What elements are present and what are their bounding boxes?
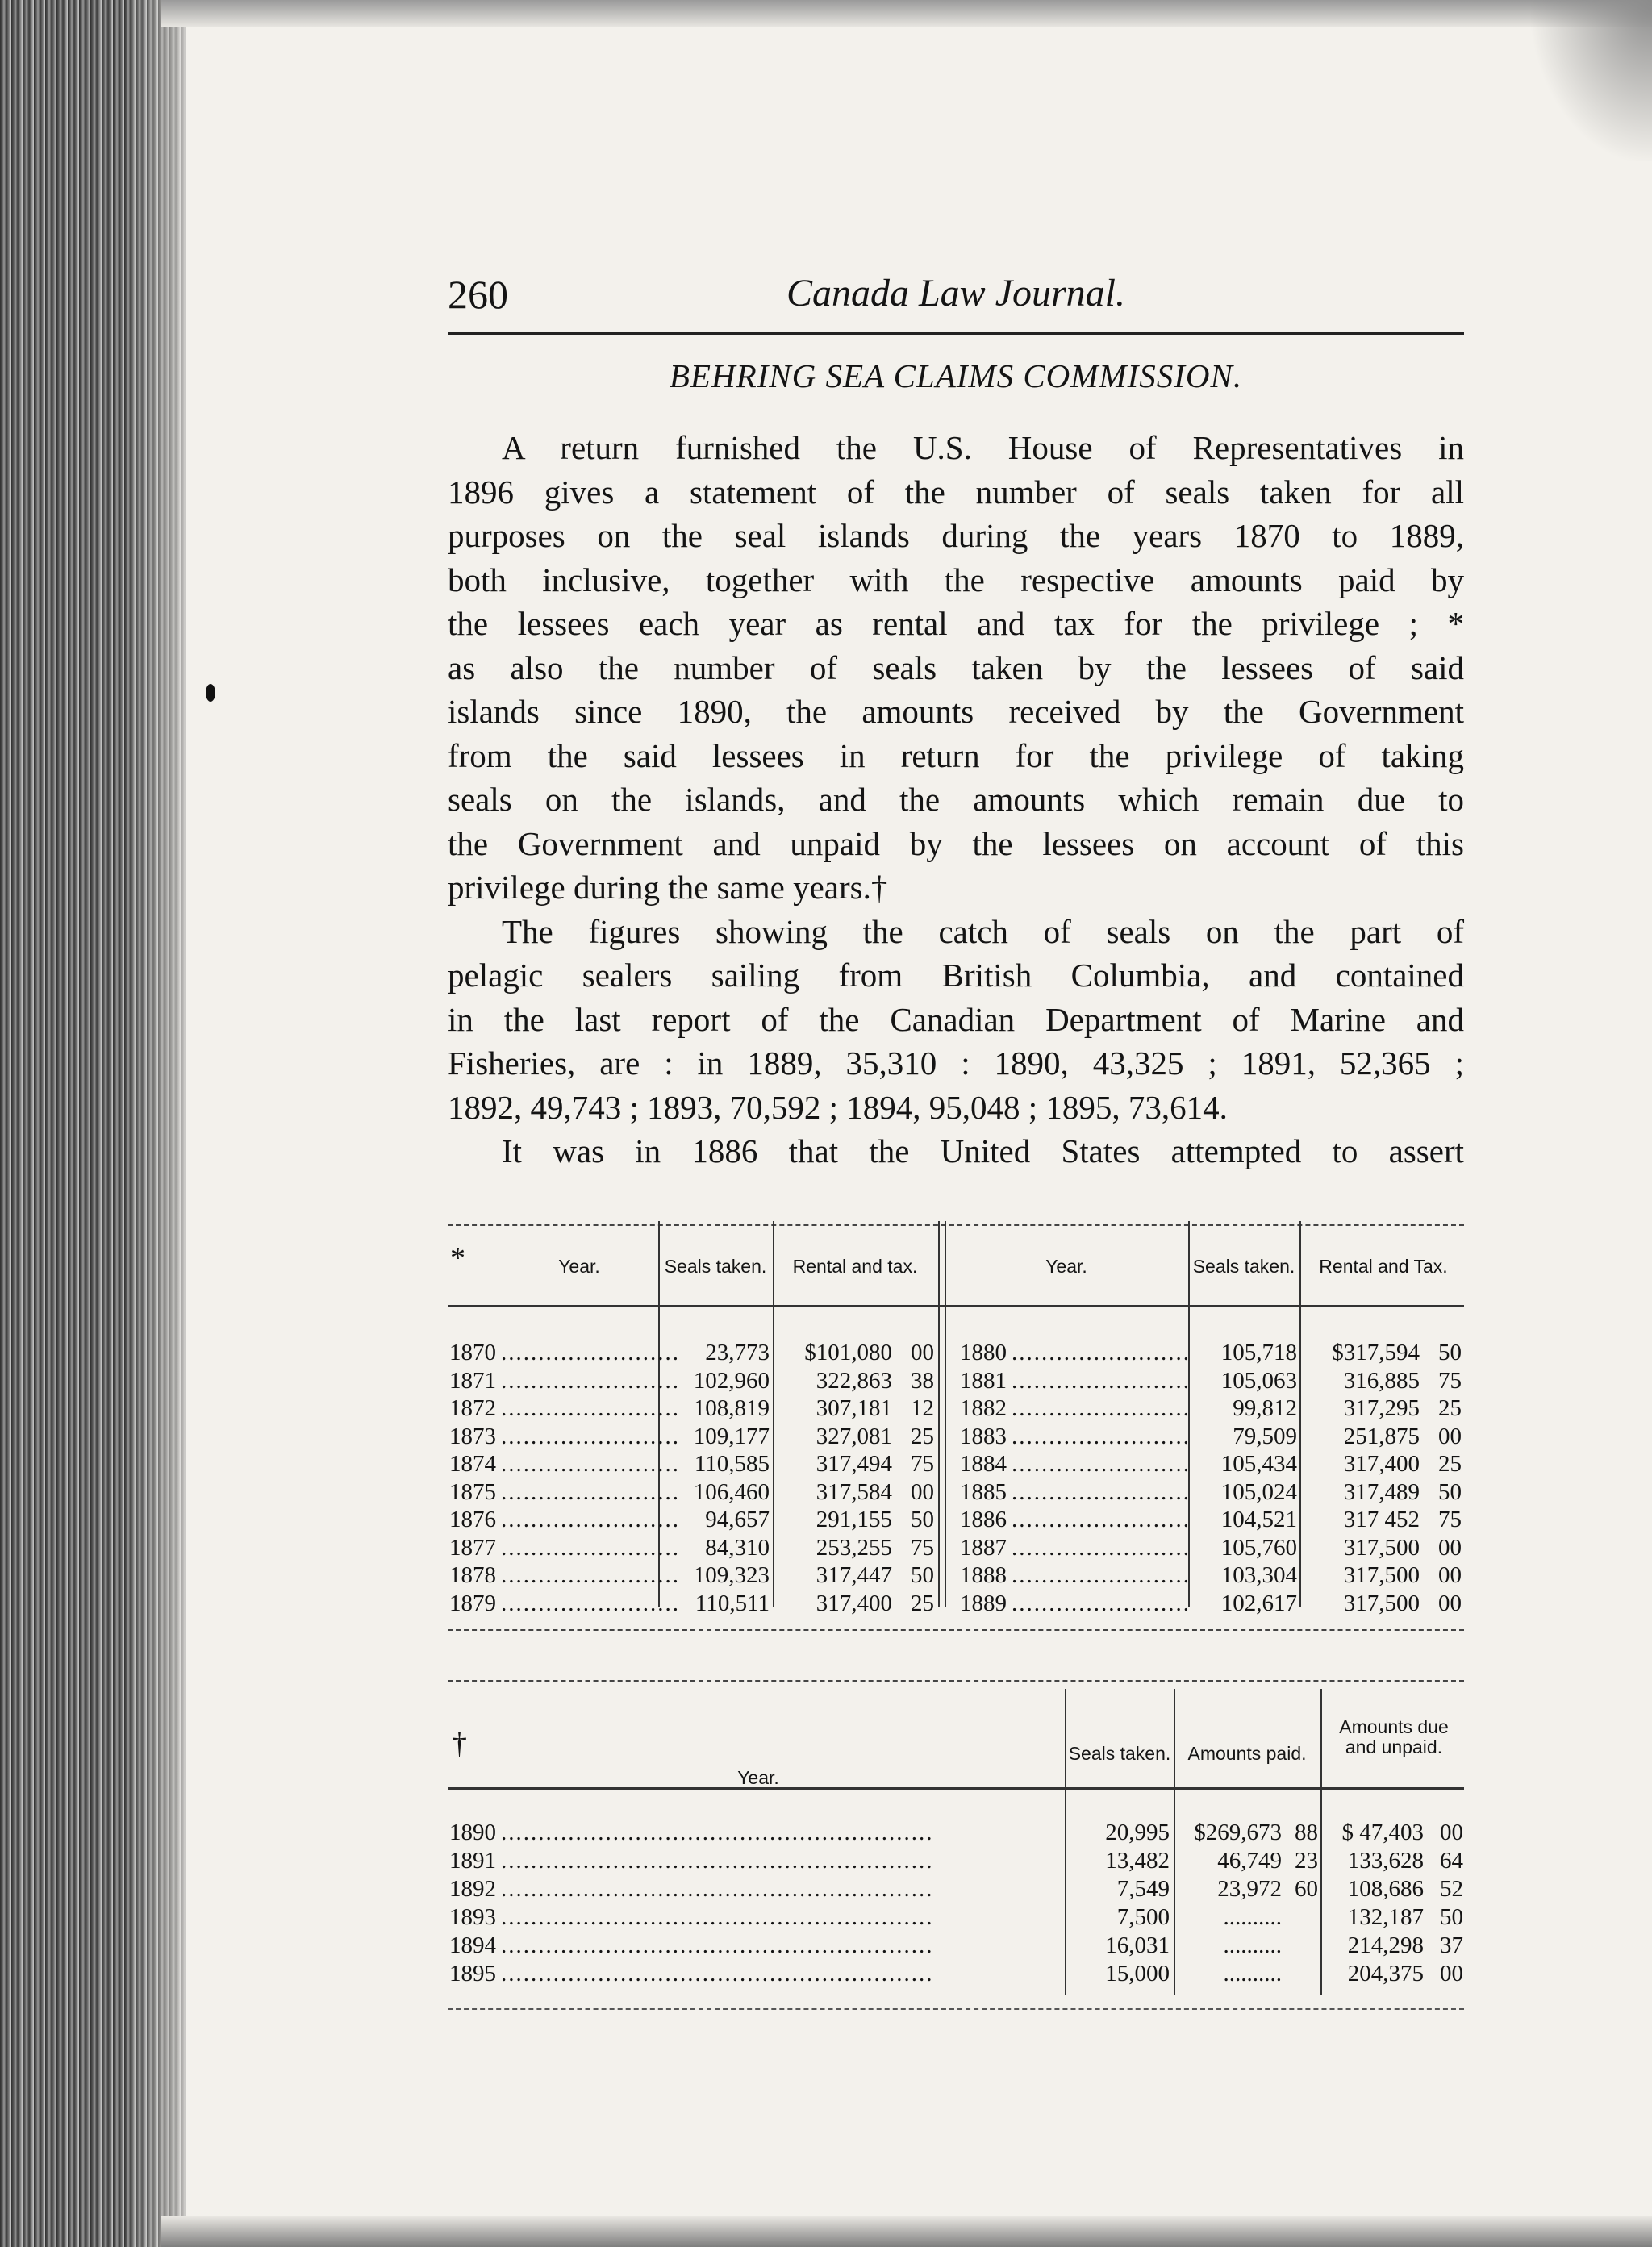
body-line: the Government and unpaid by the lessees on account of this [448,824,1464,862]
right_rows-seals-cell: 102,617 [1220,1590,1297,1616]
table2-top-rule [448,1680,1464,1682]
table2-seals-cell: 7,500 [1116,1904,1170,1930]
right_rows-rental-cell: 317,295 [1343,1395,1420,1421]
table2-header-seals: Seals taken. [1068,1742,1171,1764]
table2-due-cents-cell: 50 [1440,1904,1463,1930]
left_rows-leader-dots: ........................ [501,1590,680,1616]
left_rows-cents-cell: 50 [911,1562,934,1588]
scan-bottom-edge [161,2216,1652,2247]
table2-due-cents-cell: 52 [1440,1876,1463,1902]
right_rows-seals-cell: 103,304 [1220,1562,1297,1588]
left_rows-leader-dots: ........................ [501,1367,680,1394]
body-line: Fisheries, are : in 1889, 35,310 : 1890, 43,325 ; 1891, 52,365 ; [448,1044,1464,1082]
right_rows-cents-cell: 75 [1438,1507,1462,1532]
right_rows-leader-dots: ........................ [1012,1367,1191,1394]
left_rows-cents-cell: 25 [911,1423,934,1449]
table2-due-cell: 108,686 [1347,1876,1424,1902]
table2-seals-cell: 7,549 [1116,1876,1170,1902]
left_rows-cents-cell: 00 [911,1340,934,1365]
right_rows-seals-cell: 105,718 [1220,1340,1297,1365]
table1-header-rental2: Rental and Tax. [1319,1255,1448,1277]
right_rows-rental-cell: 317 452 [1343,1507,1420,1532]
right_rows-leader-dots: ........................ [1012,1478,1191,1505]
right_rows-leader-dots: ........................ [1012,1562,1191,1588]
table2-seals-cell: 16,031 [1105,1932,1170,1958]
body-line: the lessees each year as rental and tax for the privilege ; * [448,605,1464,642]
right_rows-year-cell: 1883 [960,1423,1007,1449]
left_rows-year-cell: 1878 [449,1562,496,1588]
left_rows-seals-cell: 110,585 [694,1451,770,1477]
article-body [448,426,1464,1174]
left_rows-leader-dots: ........................ [501,1423,680,1449]
left_rows-rental-cell: 327,081 [816,1423,892,1449]
table2-due-cell: 214,298 [1347,1932,1424,1958]
left_rows-leader-dots: ........................ [501,1478,680,1505]
table2-divider [1174,1689,1175,1995]
body-line: both inclusive, together with the respective amounts paid by [448,561,1464,598]
right_rows-seals-cell: 105,760 [1220,1534,1297,1561]
right_rows-cents-cell: 25 [1438,1395,1462,1421]
table2-paid-cents-cell: 23 [1295,1848,1318,1874]
left_rows-rental-cell: $101,080 [804,1340,892,1365]
right_rows-seals-cell: 104,521 [1220,1507,1297,1532]
left_rows-year-cell: 1876 [449,1507,496,1532]
table2-year-cell: 1890 [449,1820,496,1845]
ink-blot [206,684,215,702]
table2-due-cents-cell: 64 [1440,1848,1463,1874]
right_rows-seals-cell: 79,509 [1233,1423,1297,1449]
table2-header-due: Amounts due and unpaid. [1339,1716,1449,1757]
table2-year-cell: 1893 [449,1904,496,1930]
right_rows-rental-cell: 317,489 [1343,1478,1420,1505]
table2-year-cell: 1894 [449,1932,496,1958]
body-line: purposes on the seal islands during the years 1870 to 1889, [448,517,1464,554]
left_rows-year-cell: 1873 [449,1423,496,1449]
right_rows-cents-cell: 50 [1438,1478,1462,1505]
table2-paid-cents-cell [1283,1960,1318,1988]
right_rows-seals-cell: 105,063 [1220,1367,1297,1394]
left_rows-rental-cell: 253,255 [816,1534,892,1561]
scan-top-edge [161,0,1652,27]
right_rows-leader-dots: ........................ [1012,1423,1191,1449]
left_rows-seals-cell: 109,323 [693,1562,770,1588]
table2-paid-cell: .......... [1223,1961,1282,1986]
table2-leader-dots: .......................................................... [501,1932,934,1958]
left_rows-year-cell: 1874 [449,1451,496,1477]
left_rows-leader-dots: ........................ [501,1340,680,1365]
table1-header-seals: Seals taken. [664,1255,767,1277]
body-line: 1896 gives a statement of the number of seals taken for all [448,473,1464,511]
table2-seals-cell: 20,995 [1105,1820,1170,1845]
left_rows-leader-dots: ........................ [501,1395,680,1421]
right_rows-cents-cell: 00 [1438,1423,1462,1449]
right_rows-cents-cell: 50 [1438,1340,1462,1365]
table2-paid-cell: 23,972 [1217,1876,1282,1902]
left_rows-cents-cell: 75 [911,1534,934,1561]
left_rows-rental-cell: 317,584 [816,1478,892,1505]
table2-leader-dots: .......................................................... [501,1876,934,1902]
right_rows-year-cell: 1889 [960,1590,1007,1616]
body-line: seals on the islands, and the amounts which remain due to [448,781,1464,818]
left_rows-leader-dots: ........................ [501,1507,680,1532]
left_rows-rental-cell: 307,181 [816,1395,892,1421]
left_rows-cents-cell: 38 [911,1367,934,1394]
left_rows-cents-cell: 75 [911,1451,934,1477]
right_rows-year-cell: 1880 [960,1340,1007,1365]
right_rows-year-cell: 1882 [960,1395,1007,1421]
scan-corner-shadow [1531,0,1652,161]
left_rows-seals-cell: 84,310 [705,1534,770,1561]
right_rows-cents-cell: 00 [1438,1534,1462,1561]
right_rows-year-cell: 1885 [960,1478,1007,1505]
right_rows-leader-dots: ........................ [1012,1590,1191,1616]
right_rows-rental-cell: $317,594 [1332,1340,1420,1365]
table1-header-seals2: Seals taken. [1192,1255,1295,1277]
right_rows-rental-cell: 251,875 [1343,1423,1420,1449]
table1-center-divider [938,1221,940,1607]
body-line: privilege during the same years.† [448,869,888,906]
page-number: 260 [448,272,508,317]
table1-header-rule [448,1305,1464,1307]
right_rows-leader-dots: ........................ [1012,1395,1191,1421]
table2-seals-cell: 15,000 [1105,1961,1170,1986]
left_rows-seals-cell: 94,657 [705,1507,770,1532]
right_rows-cents-cell: 00 [1438,1562,1462,1588]
left_rows-cents-cell: 25 [911,1590,934,1616]
left_rows-year-cell: 1871 [449,1367,496,1394]
right_rows-year-cell: 1881 [960,1367,1007,1394]
left_rows-cents-cell: 12 [911,1395,934,1421]
left_rows-seals-cell: 109,177 [693,1423,770,1449]
table2-due-cents-cell: 00 [1440,1820,1463,1845]
table2-leader-dots: .......................................................... [501,1848,934,1874]
right_rows-rental-cell: 317,500 [1343,1534,1420,1561]
table2-year-cell: 1892 [449,1876,496,1902]
table2-divider [1320,1689,1322,1995]
table2-leader-dots: .......................................................... [501,1904,934,1930]
right_rows-leader-dots: ........................ [1012,1534,1191,1561]
table2-due-cell: 132,187 [1347,1904,1424,1930]
table2-due-cell: 133,628 [1347,1848,1424,1874]
table2-note-symbol: † [452,1727,467,1761]
left_rows-rental-cell: 317,400 [816,1590,892,1616]
body-line: as also the number of seals taken by the lessees of said [448,648,1464,686]
right_rows-seals-cell: 105,024 [1220,1478,1297,1505]
left_rows-leader-dots: ........................ [501,1534,680,1561]
table1-top-rule [448,1224,1464,1226]
left_rows-year-cell: 1875 [449,1478,496,1505]
left_rows-seals-cell: 23,773 [705,1340,770,1365]
table2-due-cents-cell: 00 [1440,1961,1463,1986]
body-line: pelagic sealers sailing from British Columbia, and contained [448,957,1464,994]
right_rows-leader-dots: ........................ [1012,1451,1191,1477]
table2-seals-cell: 13,482 [1105,1848,1170,1874]
page-header [448,266,1464,331]
header-rule [448,332,1464,335]
body-line: islands since 1890, the amounts received by the Government [448,693,1464,730]
left_rows-rental-cell: 322,863 [816,1367,892,1394]
right_rows-cents-cell: 75 [1438,1367,1462,1394]
left_rows-rental-cell: 317,494 [816,1451,892,1477]
left_rows-year-cell: 1879 [449,1590,496,1616]
table2-due-cell: $ 47,403 [1341,1820,1424,1845]
article-title: BEHRING SEA CLAIMS COMMISSION. [669,357,1243,394]
right_rows-year-cell: 1887 [960,1534,1007,1561]
table2-paid-cell: .......... [1223,1904,1282,1930]
table2-leader-dots: .......................................................... [501,1961,934,1986]
left_rows-leader-dots: ........................ [501,1562,680,1588]
right_rows-year-cell: 1888 [960,1562,1007,1588]
right_rows-cents-cell: 00 [1438,1590,1462,1616]
table2-header-paid: Amounts paid. [1187,1742,1307,1764]
table1-note-symbol: * [450,1241,465,1275]
left_rows-seals-cell: 102,960 [693,1367,770,1394]
right_rows-leader-dots: ........................ [1012,1507,1191,1532]
left_rows-year-cell: 1872 [449,1395,496,1421]
table2-leader-dots: .......................................................... [501,1820,934,1845]
table2-paid-cell: .......... [1223,1932,1282,1958]
left_rows-cents-cell: 00 [911,1478,934,1505]
table1-header-year2: Year. [1045,1255,1087,1277]
table2-paid-cents-cell [1283,1932,1318,1960]
left_rows-rental-cell: 317,447 [816,1562,892,1588]
table2-year-cell: 1891 [449,1848,496,1874]
right_rows-seals-cell: 99,812 [1233,1395,1297,1421]
scan-binding-fade [129,0,218,2247]
table1-center-divider [945,1221,946,1607]
table1-header-rental: Rental and tax. [792,1255,918,1277]
right_rows-rental-cell: 317,400 [1343,1451,1420,1477]
table2-year-cell: 1895 [449,1961,496,1986]
table2-paid-cents-cell: 88 [1295,1820,1318,1845]
left_rows-leader-dots: ........................ [501,1451,680,1477]
left_rows-cents-cell: 50 [911,1507,934,1532]
body-line: 1892, 49,743 ; 1893, 70,592 ; 1894, 95,048 ; 1895, 73,614. [448,1088,1228,1126]
table2-paid-cents-cell: 60 [1295,1876,1318,1902]
body-line: It was in 1886 that the United States attempted to assert [502,1132,1464,1169]
left_rows-seals-cell: 108,819 [693,1395,770,1421]
body-line: The figures showing the catch of seals on the part of [502,912,1464,950]
table2-due-cents-cell: 37 [1440,1932,1463,1958]
table1-divider [1299,1221,1301,1607]
right_rows-year-cell: 1884 [960,1451,1007,1477]
left_rows-year-cell: 1877 [449,1534,496,1561]
running-title: Canada Law Journal. [786,272,1126,315]
table2-bottom-rule [448,2008,1464,2010]
table2-due-cell: 204,375 [1347,1961,1424,1986]
table2-paid-cents-cell [1283,1903,1318,1932]
table1-header-year: Year. [558,1255,600,1277]
table2-paid-cell: 46,749 [1217,1848,1282,1874]
left_rows-seals-cell: 110,511 [695,1590,770,1616]
body-line: from the said lessees in return for the privilege of taking [448,736,1464,774]
left_rows-rental-cell: 291,155 [816,1507,892,1532]
right_rows-leader-dots: ........................ [1012,1340,1191,1365]
left_rows-seals-cell: 106,460 [693,1478,770,1505]
body-line: in the last report of the Canadian Department of Marine and [448,1000,1464,1038]
body-line: A return furnished the U.S. House of Representatives in [502,429,1464,466]
table2-divider [1065,1689,1066,1995]
table2-paid-cell: $269,673 [1194,1820,1282,1845]
right_rows-rental-cell: 316,885 [1343,1367,1420,1394]
right_rows-seals-cell: 105,434 [1220,1451,1297,1477]
right_rows-year-cell: 1886 [960,1507,1007,1532]
right_rows-rental-cell: 317,500 [1343,1590,1420,1616]
right_rows-cents-cell: 25 [1438,1451,1462,1477]
left_rows-year-cell: 1870 [449,1340,496,1365]
table1-bottom-rule [448,1629,1464,1631]
table2-header-year: Year. [737,1766,779,1788]
right_rows-rental-cell: 317,500 [1343,1562,1420,1588]
